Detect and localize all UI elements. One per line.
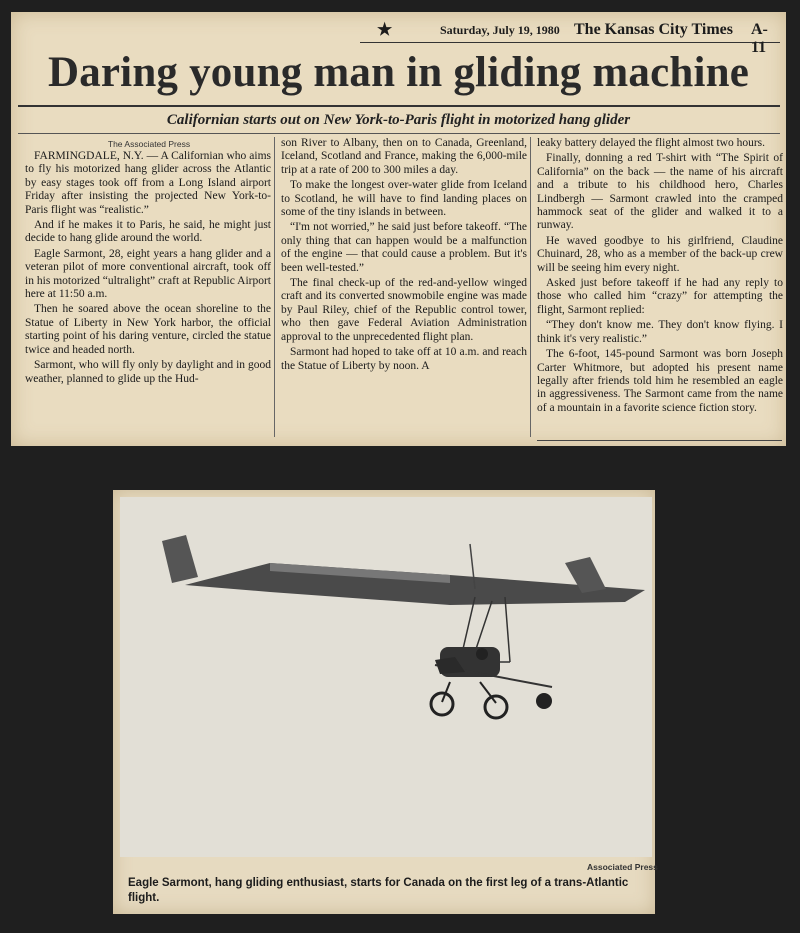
subhead: Californian starts out on New York-to-Paris flight in motorized hang glider: [166, 112, 631, 128]
paragraph: Then he soared above the ocean shoreline to the Statue of Liberty in New York harbor, the official starting point of his daring venture, circled the statue twice and headed north.: [25, 303, 271, 356]
subhead-rule: [18, 133, 780, 134]
paragraph: And if he makes it to Paris, he said, he might just decide to hang glide around the world.: [25, 219, 271, 245]
paragraph: Eagle Sarmont, 28, eight years a hang glider and a veteran pilot of more conventional aircraft, took off in his motorized “ultralight” craft at Republic Airport here at 11:50 a.m.: [25, 247, 271, 301]
paragraph: leaky battery delayed the flight almost two hours.: [537, 137, 766, 149]
column-divider: [274, 137, 275, 437]
page-number: A-11: [751, 21, 768, 56]
hang-glider-image: [120, 497, 652, 857]
paragraph: The 6-foot, 145-pound Sarmont was born Joseph Carter Whitmore, but adopted his present name legally after friends told him he resembled an eagle in aggressiveness. The Sarmont came from the name of a mountain in a favorite science fiction story.: [537, 348, 783, 414]
article-column-3: [537, 137, 783, 417]
paragraph: Sarmont, who will fly only by daylight and in good weather, planned to glide up the Hud-: [25, 359, 271, 385]
paragraph: “They don't know me. They don't know flying. I think it's very realistic.”: [537, 319, 783, 345]
article-column-2: [281, 137, 527, 375]
glider-photo: [120, 497, 652, 857]
headline-rule: [18, 105, 780, 107]
masthead: [360, 20, 780, 56]
article-column-1: [25, 150, 271, 388]
article-end-rule: [537, 440, 782, 441]
paragraph: son River to Albany, then on to Canada, Greenland, Iceland, Scotland and France, making the 6,000-mile trip at a rate of 200 to 300 miles a day.: [281, 137, 527, 176]
paragraph: Sarmont had hoped to take off at 10 a.m. and reach the Statue of Liberty by noon. A: [281, 346, 527, 372]
paragraph: He waved goodbye to his girlfriend, Claudine Chuinard, 28, who as a member of the back-up crew will be seeing him every night.: [537, 234, 783, 274]
photo-caption: Eagle Sarmont, hang gliding enthusiast, starts for Canada on the first leg of a trans-Atlantic flight.: [128, 877, 629, 904]
dateline: Saturday, July 19, 1980: [440, 23, 560, 37]
star-icon: ★: [377, 20, 393, 39]
byline: The Associated Press: [107, 139, 191, 149]
paragraph: To make the longest over-water glide from Iceland to Scotland, he will have to find landing places on some of the tiny islands in between.: [281, 179, 527, 219]
paragraph: FARMINGDALE, N.Y. — A Californian who aims to fly his motorized hang glider across the Atlantic by easy stages took off from a Long Island airport Friday after insisting the projected New York-to-Paris flight was “realistic.”: [25, 150, 271, 216]
column-divider: [530, 137, 531, 437]
photo-credit: Associated Press: [587, 862, 658, 872]
paragraph: The final check-up of the red-and-yellow winged craft and its converted snowmobile engine was made by Paul Riley, chief of the Republic control tower, who then gave Federal Aviation Administration approval to the unprecedented flight plan.: [281, 277, 527, 343]
paragraph: Finally, donning a red T-shirt with “The Spirit of California” on the back — the name of his aircraft and a tribute to his childhood hero, Charles Lindbergh — Sarmont crawled into the cramped hammock seat of the glider and walked it to a runway.: [537, 152, 783, 232]
paragraph: Asked just before takeoff if he had any reply to those who called him “crazy” for attempting the flight, Sarmont replied:: [537, 277, 783, 316]
headline: Daring young man in gliding machine: [47, 49, 750, 96]
paragraph: “I'm not worried,” he said just before takeoff. “The only thing that can happen would be a malfunction of the engine — that could cause a problem. But it's been well-tested.”: [281, 221, 527, 274]
newspaper-name: The Kansas City Times: [574, 21, 733, 38]
